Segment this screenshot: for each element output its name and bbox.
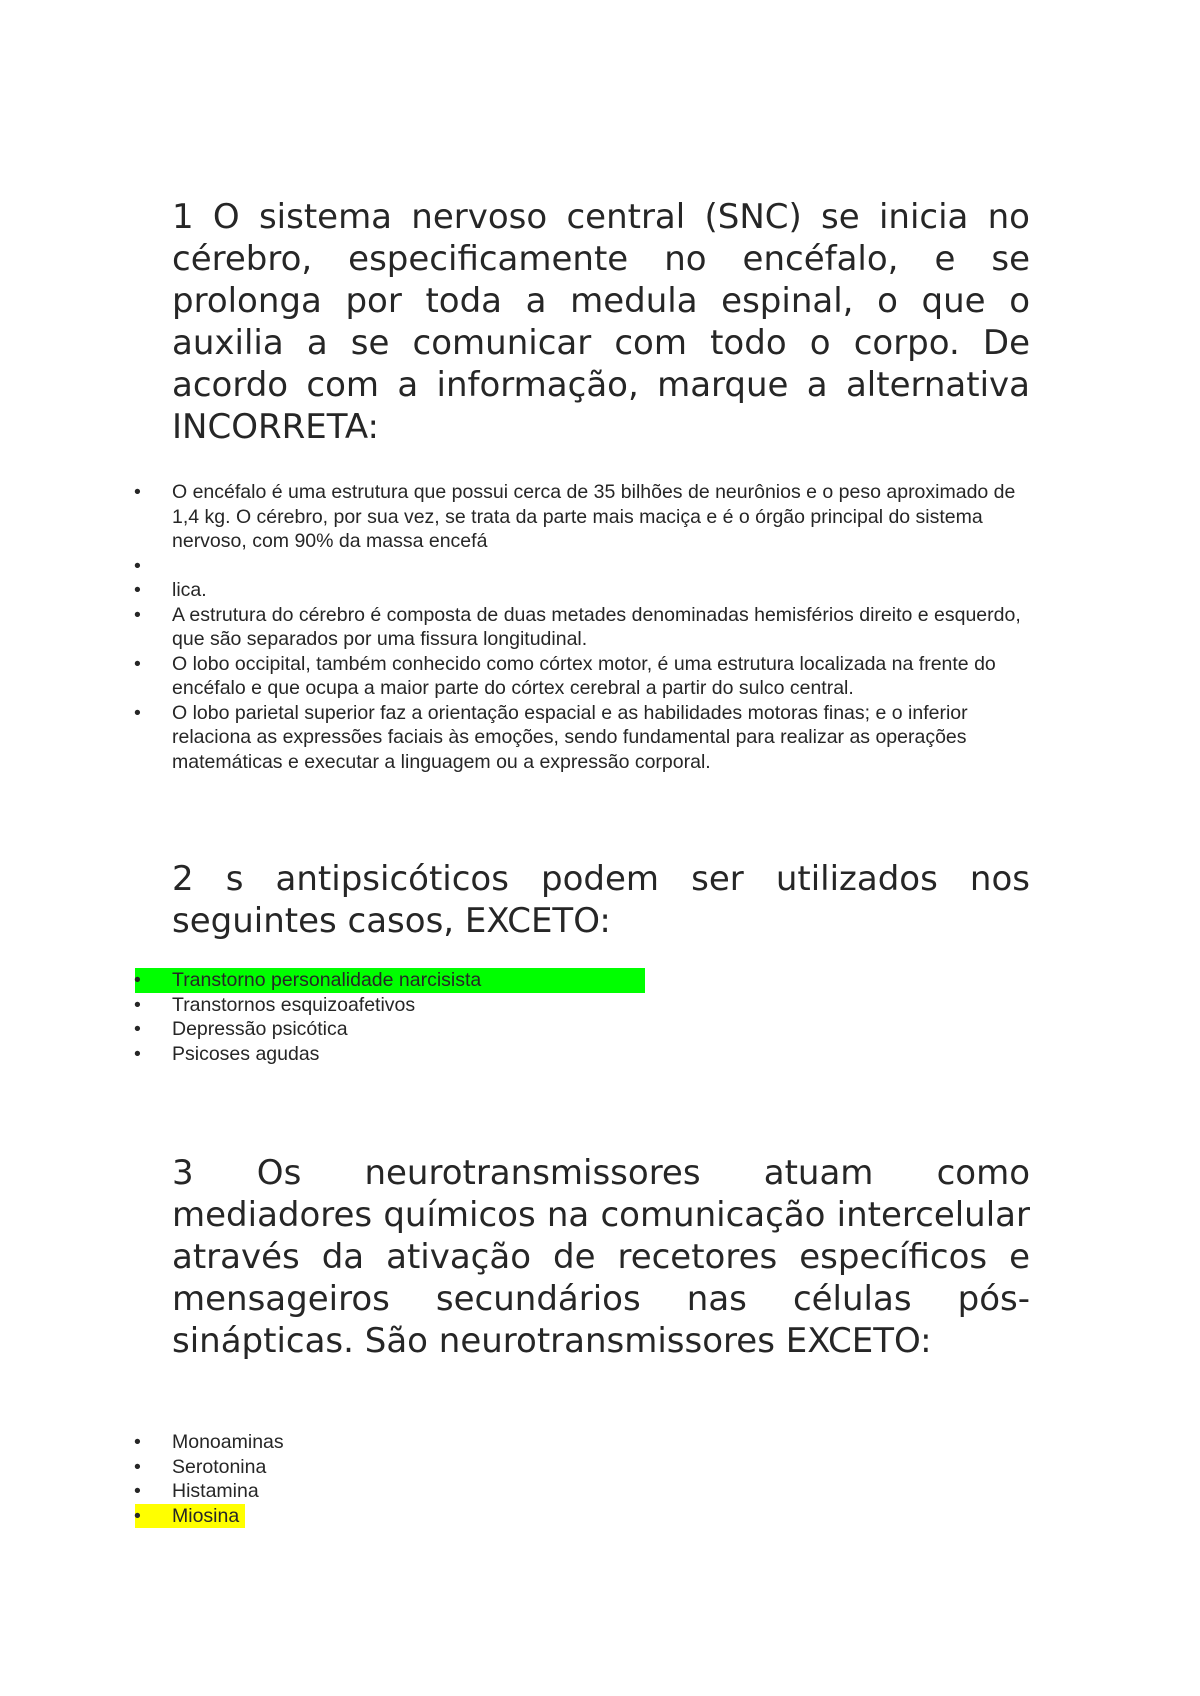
list-item	[0, 554, 1200, 579]
list-item	[0, 1017, 1200, 1042]
question-3-text: 3 Os neurotransmissores atuam como mediadores químicos na comunicação intercelular através da ativação de recetores específicos e mensageiros secundários nas células pós-sinápticas. São neurotransmissores EXCETO:	[172, 1153, 1030, 1361]
list-item	[0, 1455, 1200, 1480]
option-text: Depressão psicótica	[172, 1018, 348, 1040]
option-text: Monoaminas	[172, 1431, 284, 1453]
bullet-icon: •	[134, 993, 141, 1016]
question-3-options	[0, 1430, 1200, 1528]
bullet-icon: •	[134, 1504, 141, 1527]
option-text-highlighted: Transtorno personalidade narcisista	[135, 968, 645, 993]
option-text: O lobo parietal superior faz a orientação espacial e as habilidades motoras finas; e o inferior relaciona as expressões faciais às emoções, sendo fundamental para realizar as operações matemáticas e executar a linguagem ou a expressão corporal.	[172, 701, 968, 773]
option-text: Histamina	[172, 1480, 259, 1502]
option-text: Transtornos esquizoafetivos	[172, 993, 416, 1016]
list-item	[0, 1430, 1200, 1455]
list-item-highlighted	[0, 1504, 1200, 1529]
bullet-icon: •	[134, 1455, 141, 1478]
bullet-icon: •	[134, 1042, 141, 1065]
bullet-icon: •	[134, 603, 141, 626]
list-item	[0, 603, 1200, 652]
bullet-icon: •	[134, 701, 141, 724]
bullet-icon: •	[134, 1431, 141, 1453]
bullet-icon: •	[134, 1018, 141, 1040]
option-text-highlighted: Miosina	[135, 1504, 245, 1529]
bullet-icon: •	[134, 579, 141, 601]
option-text: O lobo occipital, também conhecido como córtex motor, é uma estrutura localizada na frente do encéfalo e que ocupa a maior parte do córtex cerebral a partir do sulco central.	[172, 652, 996, 699]
list-item	[0, 993, 1200, 1018]
list-item	[0, 1042, 1200, 1067]
bullet-icon: •	[134, 1480, 141, 1502]
list-item	[0, 652, 1200, 701]
option-text: Serotonina	[172, 1455, 267, 1478]
bullet-icon: •	[134, 554, 141, 577]
bullet-icon: •	[134, 481, 141, 503]
list-item-highlighted	[0, 968, 1200, 993]
bullet-icon: •	[134, 652, 141, 675]
option-text: O encéfalo é uma estrutura que possui cerca de 35 bilhões de neurônios e o peso aproximado de 1,4 kg. O cérebro, por sua vez, se trata da parte mais maciça e é o órgão principal do sistema nervoso, com 90% da massa encefá	[172, 481, 1016, 552]
list-item	[0, 480, 1200, 554]
bullet-icon: •	[134, 969, 141, 991]
list-item	[0, 578, 1200, 603]
option-text: Psicoses agudas	[172, 1042, 320, 1065]
question-2-text: 2 s antipsicóticos podem ser utilizados nos seguintes casos, EXCETO:	[172, 859, 1030, 941]
option-text: A estrutura do cérebro é composta de duas metades denominadas hemisférios direito e esquerdo, que são separados por uma fissura longitudinal.	[172, 603, 1021, 650]
list-item	[0, 1479, 1200, 1504]
option-text: lica.	[172, 579, 207, 601]
question-2-options	[0, 968, 1200, 1066]
list-item	[0, 701, 1200, 775]
question-1-options	[0, 480, 1200, 774]
question-1-text: 1 O sistema nervoso central (SNC) se inicia no cérebro, especificamente no encéfalo, e se prolonga por toda a medula espinal, o que o auxilia a se comunicar com todo o corpo. De acordo com a informação, marque a alternativa INCORRETA:	[172, 197, 1030, 447]
